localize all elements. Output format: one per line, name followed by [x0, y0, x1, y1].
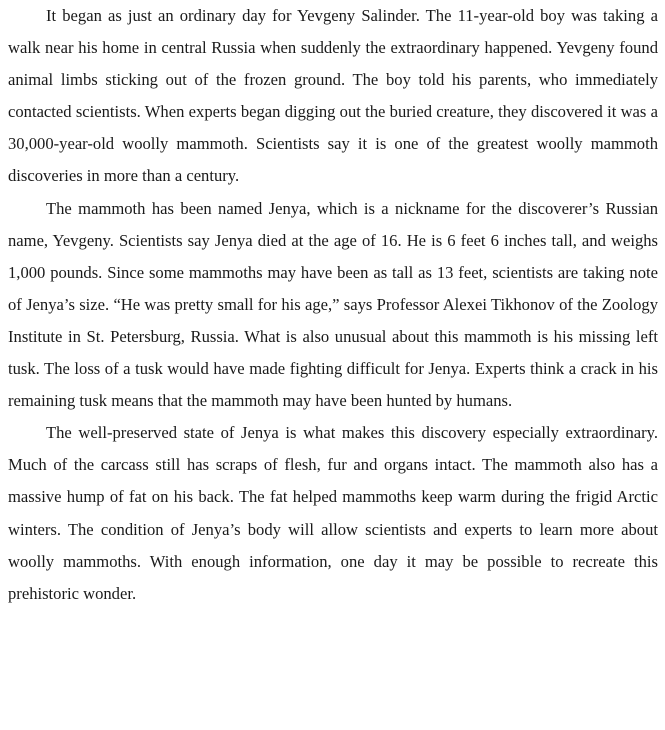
paragraph-jenya-description: The mammoth has been named Jenya, which is a nickname for the discoverer’s Russian name, Yevgeny. Scientists say Jenya died at the age of 16. He is 6 feet 6 inches tall, and weighs 1,000 pounds. Since some mammoths may have been as tall as 13 feet, scientists are taking note of Jenya’s size. “He was pretty small for his age,” says Professor Alexei Tikhonov of the Zoology Institute in St. Petersburg, Russia. What is also unusual about this mammoth is his missing left tusk. The loss of a tusk would have made fighting difficult for Jenya. Experts think a crack in his remaining tusk means that the mammoth may have been hunted by humans.: [8, 198, 658, 411]
article-body: [8, 0, 658, 610]
paragraph-preservation: The well-preserved state of Jenya is what makes this discovery especially extraordinary. Much of the carcass still has scraps of flesh, fur and organs intact. The mammoth also has a massive hump of fat on his back. The fat helped mammoths keep warm during the frigid Arctic winters. The condition of Jenya’s body will allow scientists and experts to learn more about woolly mammoths. With enough information, one day it may be possible to recreate this prehistoric wonder.: [8, 423, 658, 603]
paragraph-discovery: It began as just an ordinary day for Yevgeny Salinder. The 11-year-old boy was taking a walk near his home in central Russia when suddenly the extraordinary happened. Yevgeny found animal limbs sticking out of the frozen ground. The boy told his parents, who immediately contacted scientists. When experts began digging out the buried creature, they discovered it was a 30,000-year-old woolly mammoth. Scientists say it is one of the greatest woolly mammoth discoveries in more than a century.: [8, 6, 658, 186]
